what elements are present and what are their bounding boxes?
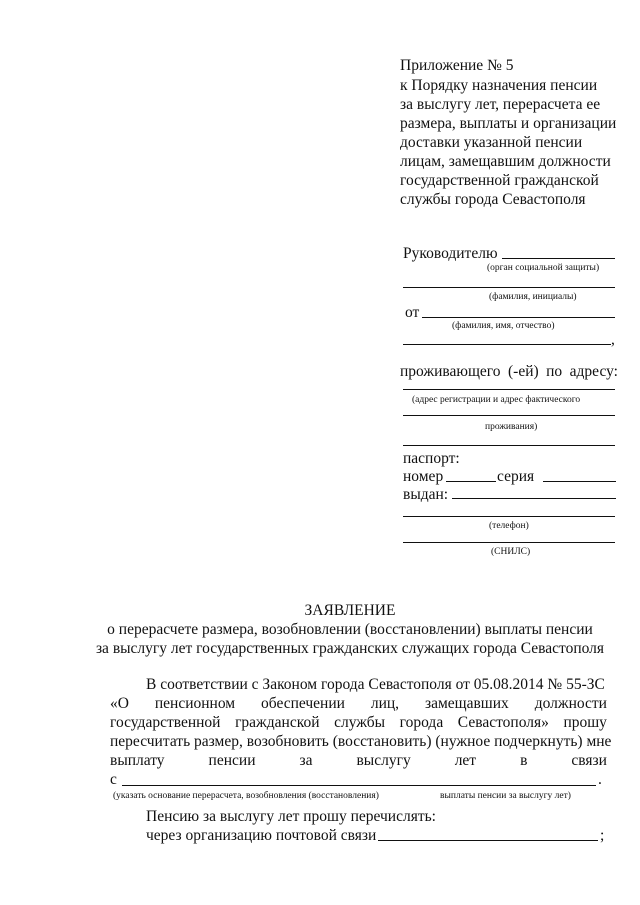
body-line-end: ;: [600, 827, 605, 844]
comma: ,: [611, 331, 615, 348]
hint-fio: (фамилия, имя, отчество): [452, 321, 555, 331]
manager-name-field[interactable]: [403, 287, 615, 288]
reason-field[interactable]: [122, 785, 596, 786]
body-line: государственной гражданской службы города Севастополя» прошу: [110, 714, 607, 731]
phone-field[interactable]: [403, 542, 615, 543]
body-line: «О пенсионном обеспечении лиц, замещавших должности: [110, 695, 607, 712]
body-line: В соответствии с Законом города Севастополя от 05.08.2014 № 55-ЗС: [146, 676, 605, 693]
residing-label: проживающего (-ей) по адресу:: [400, 363, 618, 380]
appendix-line: лицам, замещавшим должности: [400, 153, 611, 170]
organ-field[interactable]: [502, 258, 615, 259]
issued-label: выдан:: [403, 486, 449, 503]
address-field-2[interactable]: [403, 415, 615, 416]
passport-label: паспорт:: [403, 450, 460, 467]
applicant-fio-field-2[interactable]: [403, 344, 611, 345]
appendix-title: Приложение № 5: [400, 57, 514, 74]
number-label: номер: [403, 468, 444, 485]
passport-series-field[interactable]: [543, 481, 616, 482]
body-line: через организацию почтовой связи: [146, 827, 377, 844]
passport-issued-field[interactable]: [452, 498, 616, 499]
body-line: выплату пенсии за выслугу лет в связи: [110, 752, 607, 769]
body-line-start: с: [110, 771, 117, 788]
hint-organ: (орган социальной защиты): [487, 263, 600, 273]
hint-name: (фамилия, инициалы): [489, 292, 577, 302]
from-label: от: [405, 304, 420, 321]
appendix-line: размера, выплаты и организации: [400, 115, 617, 132]
post-office-field[interactable]: [378, 840, 598, 841]
body-line: пересчитать размер, возобновить (восстановить) (нужное подчеркнуть) мне: [110, 733, 612, 750]
series-label: серия: [497, 468, 535, 485]
appendix-line: к Порядку назначения пенсии: [400, 77, 598, 94]
hint-address-2: проживания): [485, 422, 538, 432]
statement-title: ЗАЯВЛЕНИЕ: [304, 602, 396, 619]
hint-address-1: (адрес регистрации и адрес фактического: [412, 395, 581, 405]
appendix-line: за выслугу лет, перерасчета ее: [400, 96, 601, 113]
body-line-end: .: [598, 771, 602, 788]
statement-subtitle: о перерасчете размера, возобновлении (восстановлении) выплаты пенсии: [107, 621, 593, 638]
hint-reason-1: (указать основание перерасчета, возобновления (восстановления): [113, 791, 379, 801]
passport-number-field[interactable]: [446, 481, 496, 482]
appendix-line: государственной гражданской: [400, 172, 599, 189]
appendix-line: службы города Севастополя: [400, 191, 586, 208]
hint-reason-2: выплаты пенсии за выслугу лет): [440, 791, 571, 801]
address-field[interactable]: [403, 389, 615, 390]
addressee-label: Руководителю: [403, 245, 498, 262]
statement-subtitle: за выслугу лет государственных гражданских служащих города Севастополя: [95, 640, 605, 657]
hint-phone: (телефон): [489, 521, 529, 531]
hint-snils: (СНИЛС): [491, 547, 531, 557]
applicant-fio-field[interactable]: [422, 317, 615, 318]
address-field-3[interactable]: [403, 445, 615, 446]
issued-field-2[interactable]: [403, 516, 615, 517]
body-line: Пенсию за выслугу лет прошу перечислять:: [146, 808, 436, 825]
appendix-line: доставки указанной пенсии: [400, 134, 583, 151]
